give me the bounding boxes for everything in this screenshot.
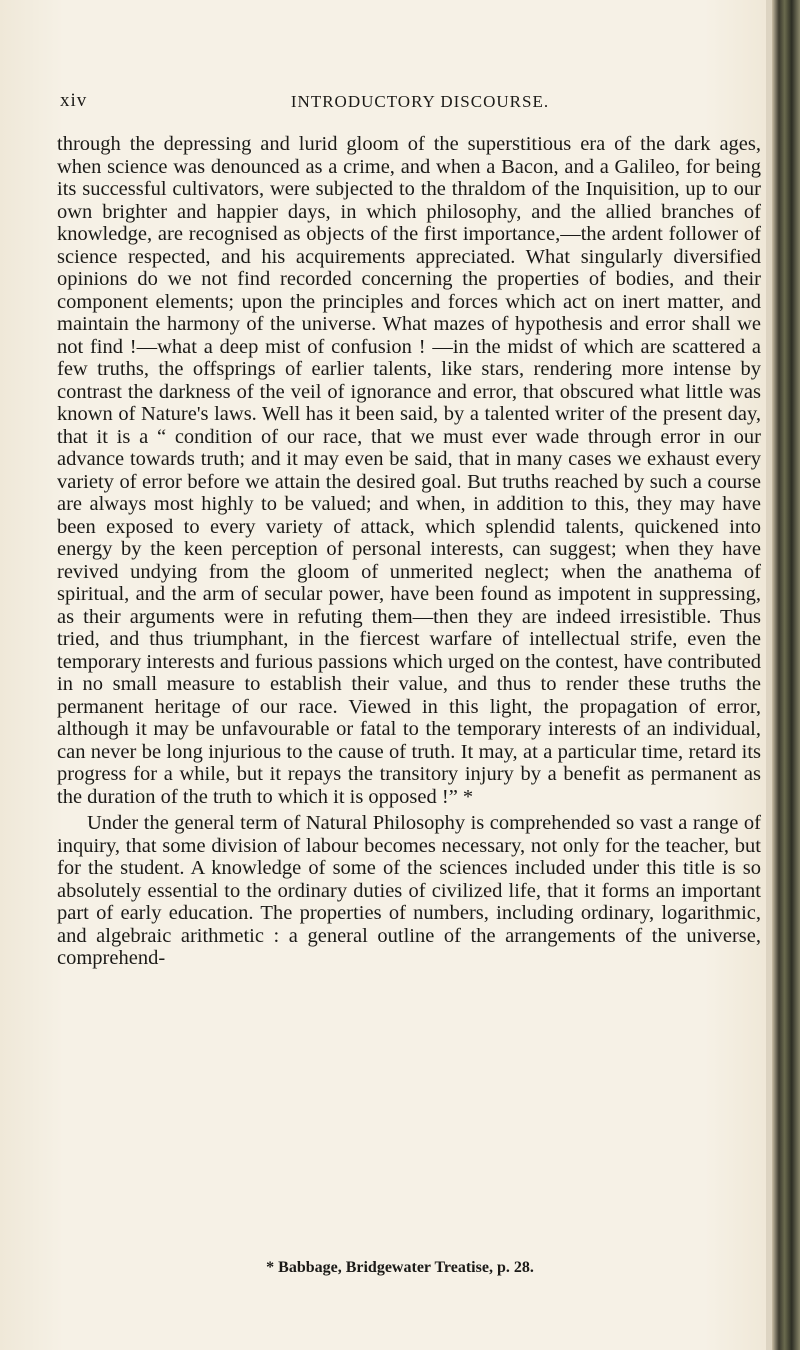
running-head: INTRODUCTORY DISCOURSE. bbox=[290, 92, 550, 111]
page-number: xiv bbox=[60, 90, 88, 111]
page-header bbox=[60, 90, 760, 114]
footnote: * Babbage, Bridgewater Treatise, p. 28. bbox=[266, 1259, 534, 1276]
paragraph-2: Under the general term of Natural Philosophy is comprehended so vast a range of inquiry, that some division of labour becomes necessary, not only for the teacher, but for the student. A knowledge of some of the sciences included under this title is so absolutely essential to the ordinary duties of civilized life, that it forms an important part of early education. The properties of numbers, including ordinary, logarithmic, and algebraic arithmetic : a general outline of the arrangements of the universe, comprehend- bbox=[57, 812, 761, 969]
paragraph-1: through the depressing and lurid gloom of the superstitious era of the dark ages, when science was denounced as a crime, and when a Bacon, and a Galileo, for being its successful cultivators, were subjected to the thraldom of the Inquisition, up to our own brighter and happier days, in which philosophy, and the allied branches of knowledge, are recognised as objects of the first importance,—the ardent follower of science respected, and his acquirements appreciated. What singularly diversified opinions do we not find recorded concerning the properties of bodies, and their component elements; upon the principles and forces which act on inert matter, and maintain the harmony of the universe. What mazes of hypothesis and error shall we not find !—what a deep mist of confusion ! —in the midst of which are scattered a few truths, the offsprings of earlier talents, like stars, rendering more intense by contrast the darkness of the veil of ignorance and error, that obscured what little was known of Nature's laws. Well has it been said, by a talented writer of the present day, that it is a “ condition of our race, that we must ever wade through error in our advance towards truth; and it may even be said, that in many cases we exhaust every variety of error before we attain the desired goal. But truths reached by such a course are always most highly to be valued; and when, in addition to this, they may have been exposed to every variety of attack, which splendid talents, quickened into energy by the keen perception of personal interests, can suggest; when they have revived undying from the gloom of unmerited neglect; when the anathema of spiritual, and the arm of secular power, have been found as impotent in suppressing, as their arguments were in refuting them—then they are indeed irresistible. Thus tried, and thus triumphant, in the fiercest warfare of intellectual strife, even the temporary interests and furious passions which urged on the contest, have contributed in no small measure to establish their value, and thus to render these truths the permanent heritage of our race. Viewed in this light, the propagation of error, although it may be unfavourable or fatal to the temporary interests of an individual, can never be long injurious to the cause of truth. It may, at a particular time, retard its progress for a while, but it repays the transitory injury by a benefit as permanent as the duration of the truth to which it is opposed !” * bbox=[57, 133, 761, 808]
body-text bbox=[57, 133, 761, 970]
binding-edge bbox=[772, 0, 800, 1350]
